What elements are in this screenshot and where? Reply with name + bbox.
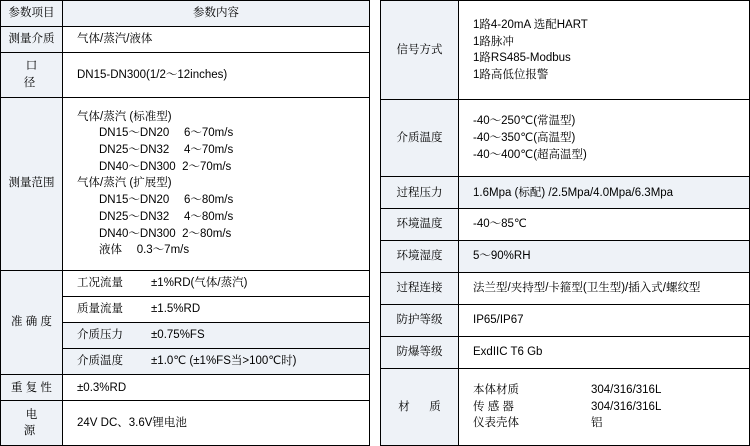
row-value-repeatability: ±0.3%RD: [63, 375, 370, 401]
accuracy-medium-pressure: [63, 323, 370, 349]
row-value-material: [459, 369, 750, 446]
row-value-power: 24V DC、3.6V锂电池: [63, 401, 370, 446]
table-row: [381, 1, 750, 100]
accuracy-name: 工况流量: [77, 277, 123, 290]
accuracy-medium-temperature: [63, 349, 370, 375]
material-name: 传 感 器: [473, 400, 514, 413]
table-row: [381, 305, 750, 337]
row-value-range: [63, 97, 370, 270]
row-label-explosion-grade: 防爆等级: [381, 337, 459, 369]
table-row: [1, 27, 370, 53]
row-label-process-connection: 过程连接: [381, 273, 459, 305]
table-row: [1, 1, 370, 27]
medium-temp-line: -40～350℃(高温型): [473, 132, 576, 145]
row-label-accuracy: 准 确 度: [1, 270, 63, 374]
accuracy-working-flow: [63, 270, 370, 296]
row-label-ambient-temperature: 环境温度: [381, 209, 459, 241]
row-label-diameter: 口 径: [1, 53, 63, 98]
row-value-process-pressure: 1.6Mpa (标配) /2.5Mpa/4.0Mpa/6.3Mpa: [459, 177, 750, 209]
material-value: 304/316/316L: [591, 400, 662, 413]
material-value: 304/316/316L: [591, 383, 662, 396]
range-line: DN15～DN20 6～70m/s: [99, 127, 234, 140]
row-value-ambient-temperature: -40～85℃: [459, 209, 750, 241]
table-row: [381, 273, 750, 305]
row-value-diameter: DN15-DN300(1/2～12inches): [63, 53, 370, 98]
range-line: DN40～DN300 2～80m/s: [99, 227, 232, 240]
material-line: [473, 399, 743, 416]
row-label-power: 电 源: [1, 401, 63, 446]
accuracy-name: 介质压力: [77, 329, 123, 342]
material-line: [473, 415, 743, 432]
accuracy-value: ±0.75%FS: [151, 329, 205, 342]
signal-line: 1路4-20mA 选配HART: [473, 18, 588, 31]
row-label-ambient-humidity: 环境湿度: [381, 241, 459, 273]
medium-temp-line: -40～250℃(常温型): [473, 115, 576, 128]
row-label-protection-grade: 防护等级: [381, 305, 459, 337]
row-value-signal: [459, 1, 750, 100]
material-name: 本体材质: [473, 383, 519, 396]
row-value-explosion-grade: ExdIIC T6 Gb: [459, 337, 750, 369]
table-row: [381, 177, 750, 209]
signal-line: 1路脉冲: [473, 35, 514, 48]
table-row: [1, 97, 370, 270]
row-label-repeatability: 重 复 性: [1, 375, 63, 401]
row-value-ambient-humidity: 5～90%RH: [459, 241, 750, 273]
row-value-protection-grade: IP65/IP67: [459, 305, 750, 337]
medium-temp-line: -40～400℃(超高温型): [473, 148, 587, 161]
accuracy-value: ±1.5%RD: [151, 303, 201, 316]
range-line: DN15～DN20 6～80m/s: [99, 194, 234, 207]
signal-line: 1路RS485-Modbus: [473, 52, 571, 65]
row-label-range: 测量范围: [1, 97, 63, 270]
accuracy-name: 介质温度: [77, 355, 123, 368]
material-line: [473, 382, 743, 399]
range-line: DN25～DN32 4～80m/s: [99, 210, 234, 223]
material-name: 仪表壳体: [473, 417, 519, 430]
accuracy-name: 质量流量: [77, 303, 123, 316]
accuracy-value: ±1.0℃ (±1%FS当>100℃时): [151, 355, 297, 368]
signal-line: 1路高低位报警: [473, 68, 549, 81]
table-row: [381, 241, 750, 273]
header-param-item: 参数项目: [1, 1, 63, 27]
row-value-process-connection: 法兰型/夹持型/卡箍型(卫生型)/插入式/螺纹型: [459, 273, 750, 305]
table-row: [1, 401, 370, 446]
range-line: DN25～DN32 4～70m/s: [99, 144, 234, 157]
table-row: [1, 270, 370, 296]
accuracy-mass-flow: [63, 297, 370, 323]
table-row: [381, 337, 750, 369]
left-spec-table: [0, 0, 370, 446]
row-value-medium-temp: [459, 100, 750, 177]
table-row: [381, 209, 750, 241]
range-line: 气体/蒸汽 (扩展型): [77, 177, 172, 190]
right-spec-table: [380, 0, 750, 446]
row-label-process-pressure: 过程压力: [381, 177, 459, 209]
row-value-medium: 气体/蒸汽/液体: [63, 27, 370, 53]
accuracy-value: ±1%RD(气体/蒸汽): [151, 277, 248, 290]
table-row: [1, 53, 370, 98]
table-row: [381, 369, 750, 446]
row-label-medium-temp: 介质温度: [381, 100, 459, 177]
material-value: 铝: [591, 417, 603, 430]
header-param-content: 参数内容: [63, 1, 370, 27]
table-row: [1, 375, 370, 401]
row-label-signal: 信号方式: [381, 1, 459, 100]
row-label-medium: 测量介质: [1, 27, 63, 53]
row-label-material: 材 质: [381, 369, 459, 446]
range-line: 气体/蒸汽 (标准型): [77, 110, 172, 123]
table-row: [381, 100, 750, 177]
range-line: DN40～DN300 2～70m/s: [99, 160, 232, 173]
range-line: 液体 0.3～7m/s: [99, 244, 190, 257]
